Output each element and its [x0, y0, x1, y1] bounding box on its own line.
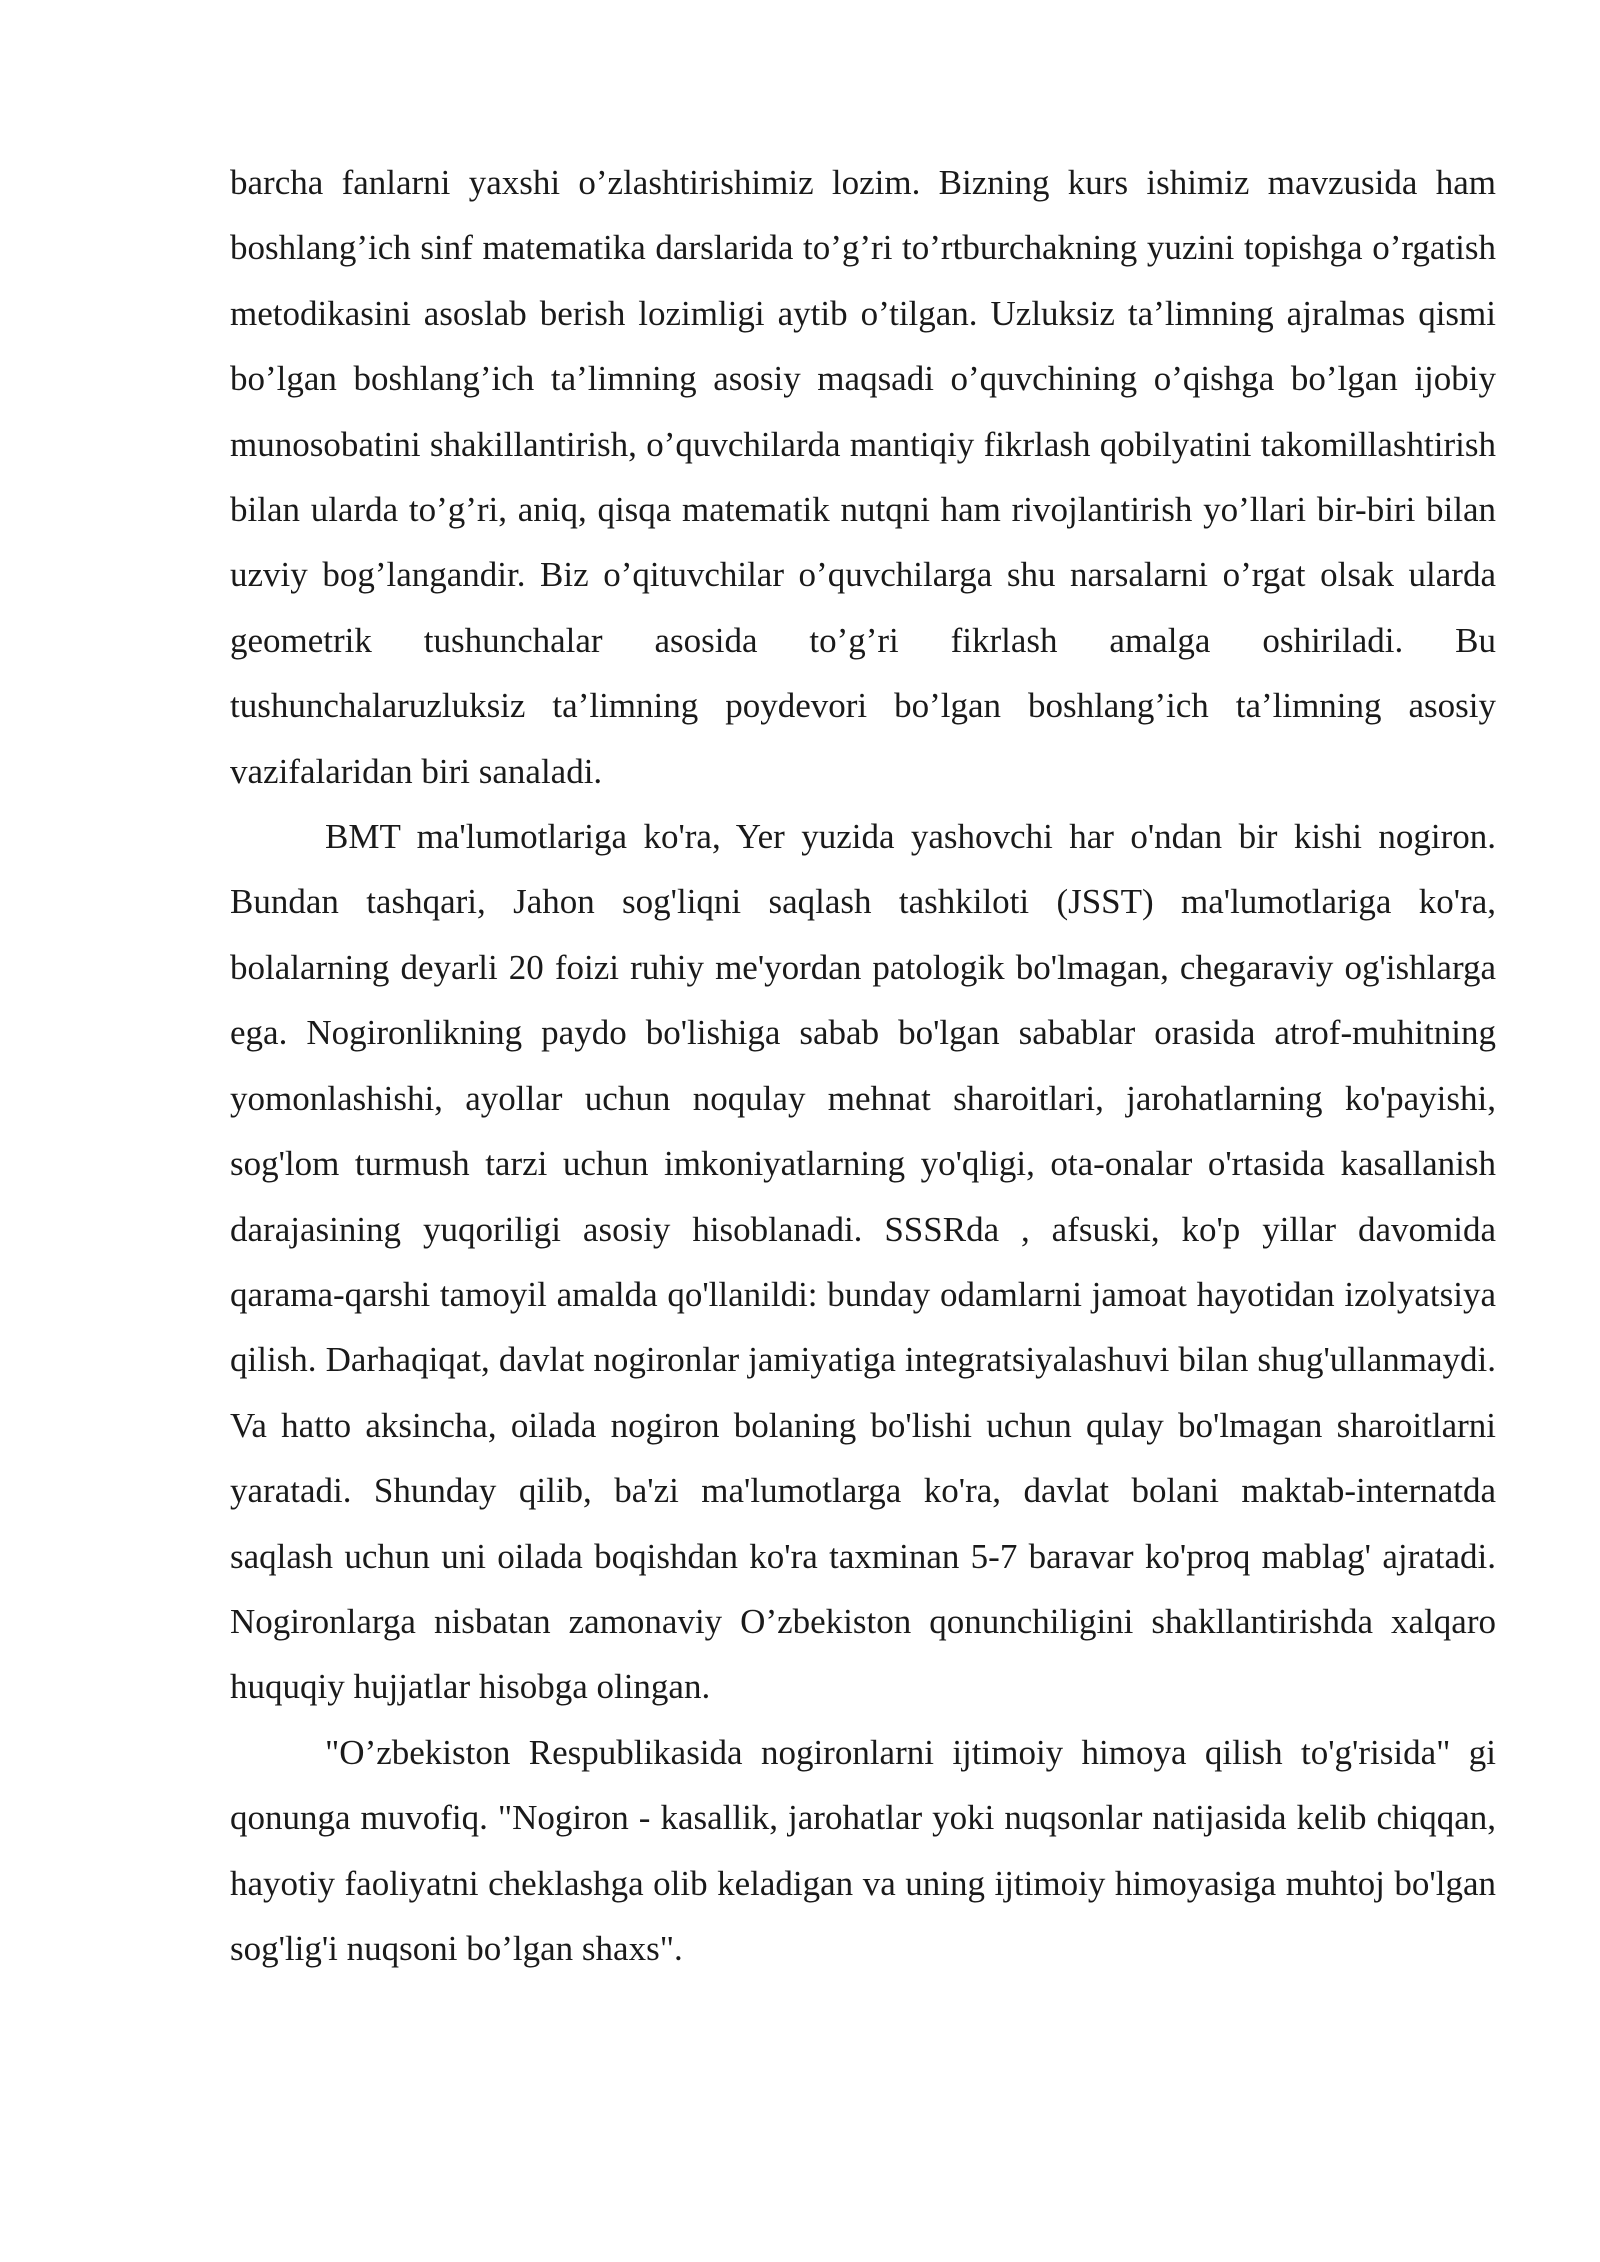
paragraph-law-definition: "O’zbekiston Respublikasida nogironlarni ijtimoiy himoya qilish to'g'risida" gi qonunga muvofiq. "Nogiron - kasallik, jarohatlar yoki nuqsonlar natijasida kelib chiqqan, hayotiy faoliyatni cheklashga olib keladigan va uning ijtimoiy himoyasiga muhtoj bo'lgan sog'lig'i nuqsoni bo’lgan shaxs". — [230, 1732, 1496, 1968]
paragraph-continuation: barcha fanlarni yaxshi o’zlashtirishimiz lozim. Bizning kurs ishimiz mavzusida ham boshlang’ich sinf matematika darslarida to’g’ri to’rtburchakning yuzini topishga o’rgatish metodikasini asoslab berish lozimligi aytib o’tilgan. Uzluksiz ta’limning ajralmas qismi bo’lgan boshlang’ich ta’limning asosiy maqsadi o’quvchining o’qishga bo’lgan ijobiy munosobatini shakillantirish, o’quvchilarda mantiqiy fikrlash qobilyatini takomillashtirish bilan ularda to’g’ri, aniq, qisqa matematik nutqni ham rivojlantirish yo’llari bir-biri bilan uzviy bog’langandir. Biz o’qituvchilar o’quvchilarga shu narsalarni o’rgat olsak ularda geometrik tushunchalar asosida to’g’ri fikrlash amalga oshiriladi. Bu tushunchalaruzluksiz ta’limning poydevori bo’lgan boshlang’ich ta’limning asosiy vazifalaridan biri sanaladi. — [230, 163, 1496, 791]
paragraph-statistics: BMT ma'lumotlariga ko'ra, Yer yuzida yashovchi har o'ndan bir kishi nogiron. Bundan tashqari, Jahon sog'liqni saqlash tashkiloti (JSST) ma'lumotlariga ko'ra, bolalarning deyarli 20 foizi ruhiy me'yordan patologik bo'lmagan, chegaraviy og'ishlarga ega. Nogironlikning paydo bo'lishiga sabab bo'lgan sabablar orasida atrof-muhitning yomonlashishi, ayollar uchun noqulay mehnat sharoitlari, jarohatlarning ko'payishi, sog'lom turmush tarzi uchun imkoniyatlarning yo'qligi, ota-onalar o'rtasida kasallanish darajasining yuqoriligi asosiy hisoblanadi. SSSRda , afsuski, ko'p yillar davomida qarama-qarshi tamoyil amalda qo'llanildi: bunday odamlarni jamoat hayotidan izolyatsiya qilish. Darhaqiqat, davlat nogironlar jamiyatiga integratsiyalashuvi bilan shug'ullanmaydi. Va hatto aksincha, oilada nogiron bolaning bo'lishi uchun qulay bo'lmagan sharoitlarni yaratadi. Shunday qilib, ba'zi ma'lumotlarga ko'ra, davlat bolani maktab-internatda saqlash uchun uni oilada boqishdan ko'ra taxminan 5-7 baravar ko'proq mablag' ajratadi. Nogironlarga nisbatan zamonaviy O’zbekiston qonunchiligini shakllantirishda xalqaro huquqiy hujjatlar hisobga olingan. — [230, 817, 1496, 1707]
document-page — [230, 150, 1496, 1981]
